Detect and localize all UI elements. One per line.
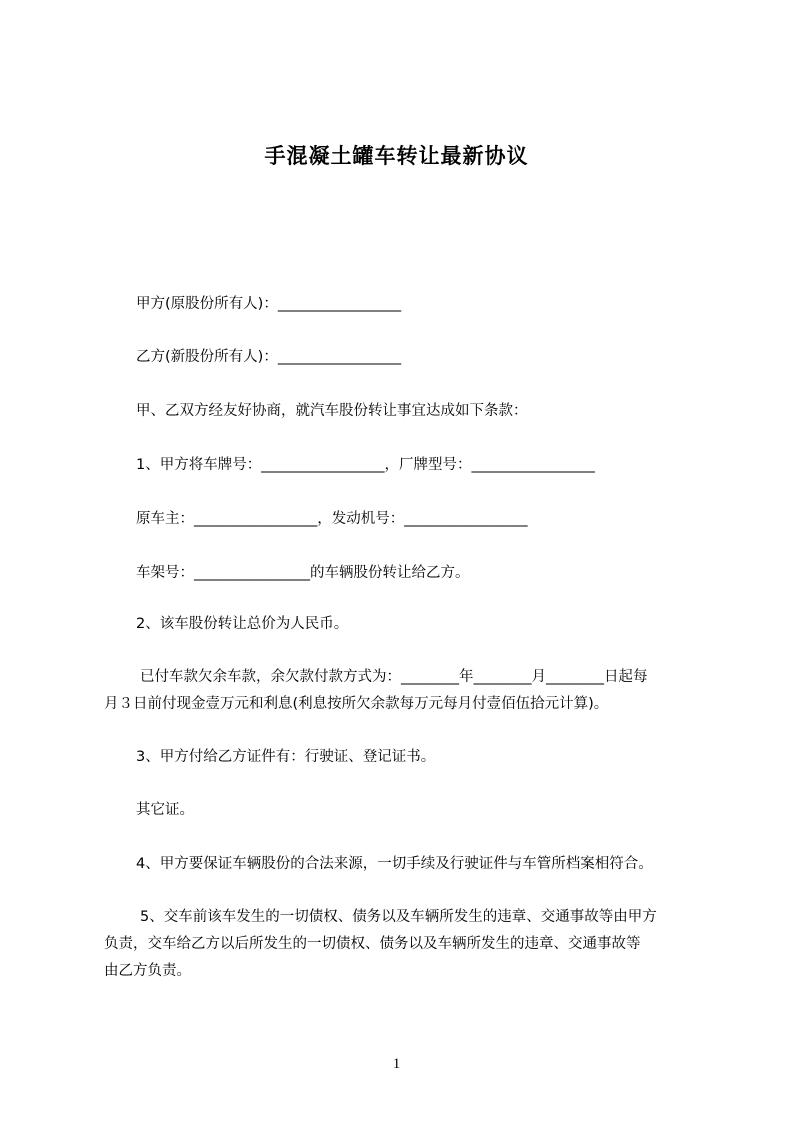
clause-1-line-1: 1、甲方将车牌号：_________________，厂牌型号：_________________ xyxy=(136,457,595,473)
clause-1-line-3: 车架号：________________的车辆股份转让给乙方。 xyxy=(136,565,470,581)
clause-5-line-1: 5、交车前该车发生的一切债权、债务以及车辆所发生的违章、交通事故等由甲方 xyxy=(140,909,657,925)
document-title: 手混凝土罐车转让最新协议 xyxy=(264,144,529,168)
clause-2: 2、该车股份转让总价为人民币。 xyxy=(136,616,349,632)
clause-5-line-2: 负责，交车给乙方以后所发生的一切债权、债务以及车辆所发生的违章、交通事故等 xyxy=(104,936,641,952)
intro-paragraph: 甲、乙双方经友好协商，就汽车股份转让事宜达成如下条款： xyxy=(136,403,528,419)
clause-5-line-3: 由乙方负责。 xyxy=(104,963,191,979)
payment-line-1: 已付车款欠余车款，余欠款付款方式为：________年________月________日起每 xyxy=(140,669,648,685)
payment-line-2: 月３日前付现金壹万元和利息(利息按所欠余款每万元每月付壹佰伍拾元计算)。 xyxy=(104,696,609,712)
page-number: 1 xyxy=(392,1056,401,1072)
clause-3: 3、甲方付给乙方证件有：行驶证、登记证书。 xyxy=(136,749,436,765)
party-a-line: 甲方(原股份所有人)：_________________ xyxy=(136,296,402,312)
party-b-line: 乙方(新股份所有人)：_________________ xyxy=(136,349,402,365)
clause-1-line-2: 原车主：_________________，发动机号：_________________ xyxy=(136,511,528,527)
clause-4: 4、甲方要保证车辆股份的合法来源，一切手续及行驶证件与车管所档案相符合。 xyxy=(136,856,653,872)
other-certificates: 其它证。 xyxy=(136,802,194,818)
